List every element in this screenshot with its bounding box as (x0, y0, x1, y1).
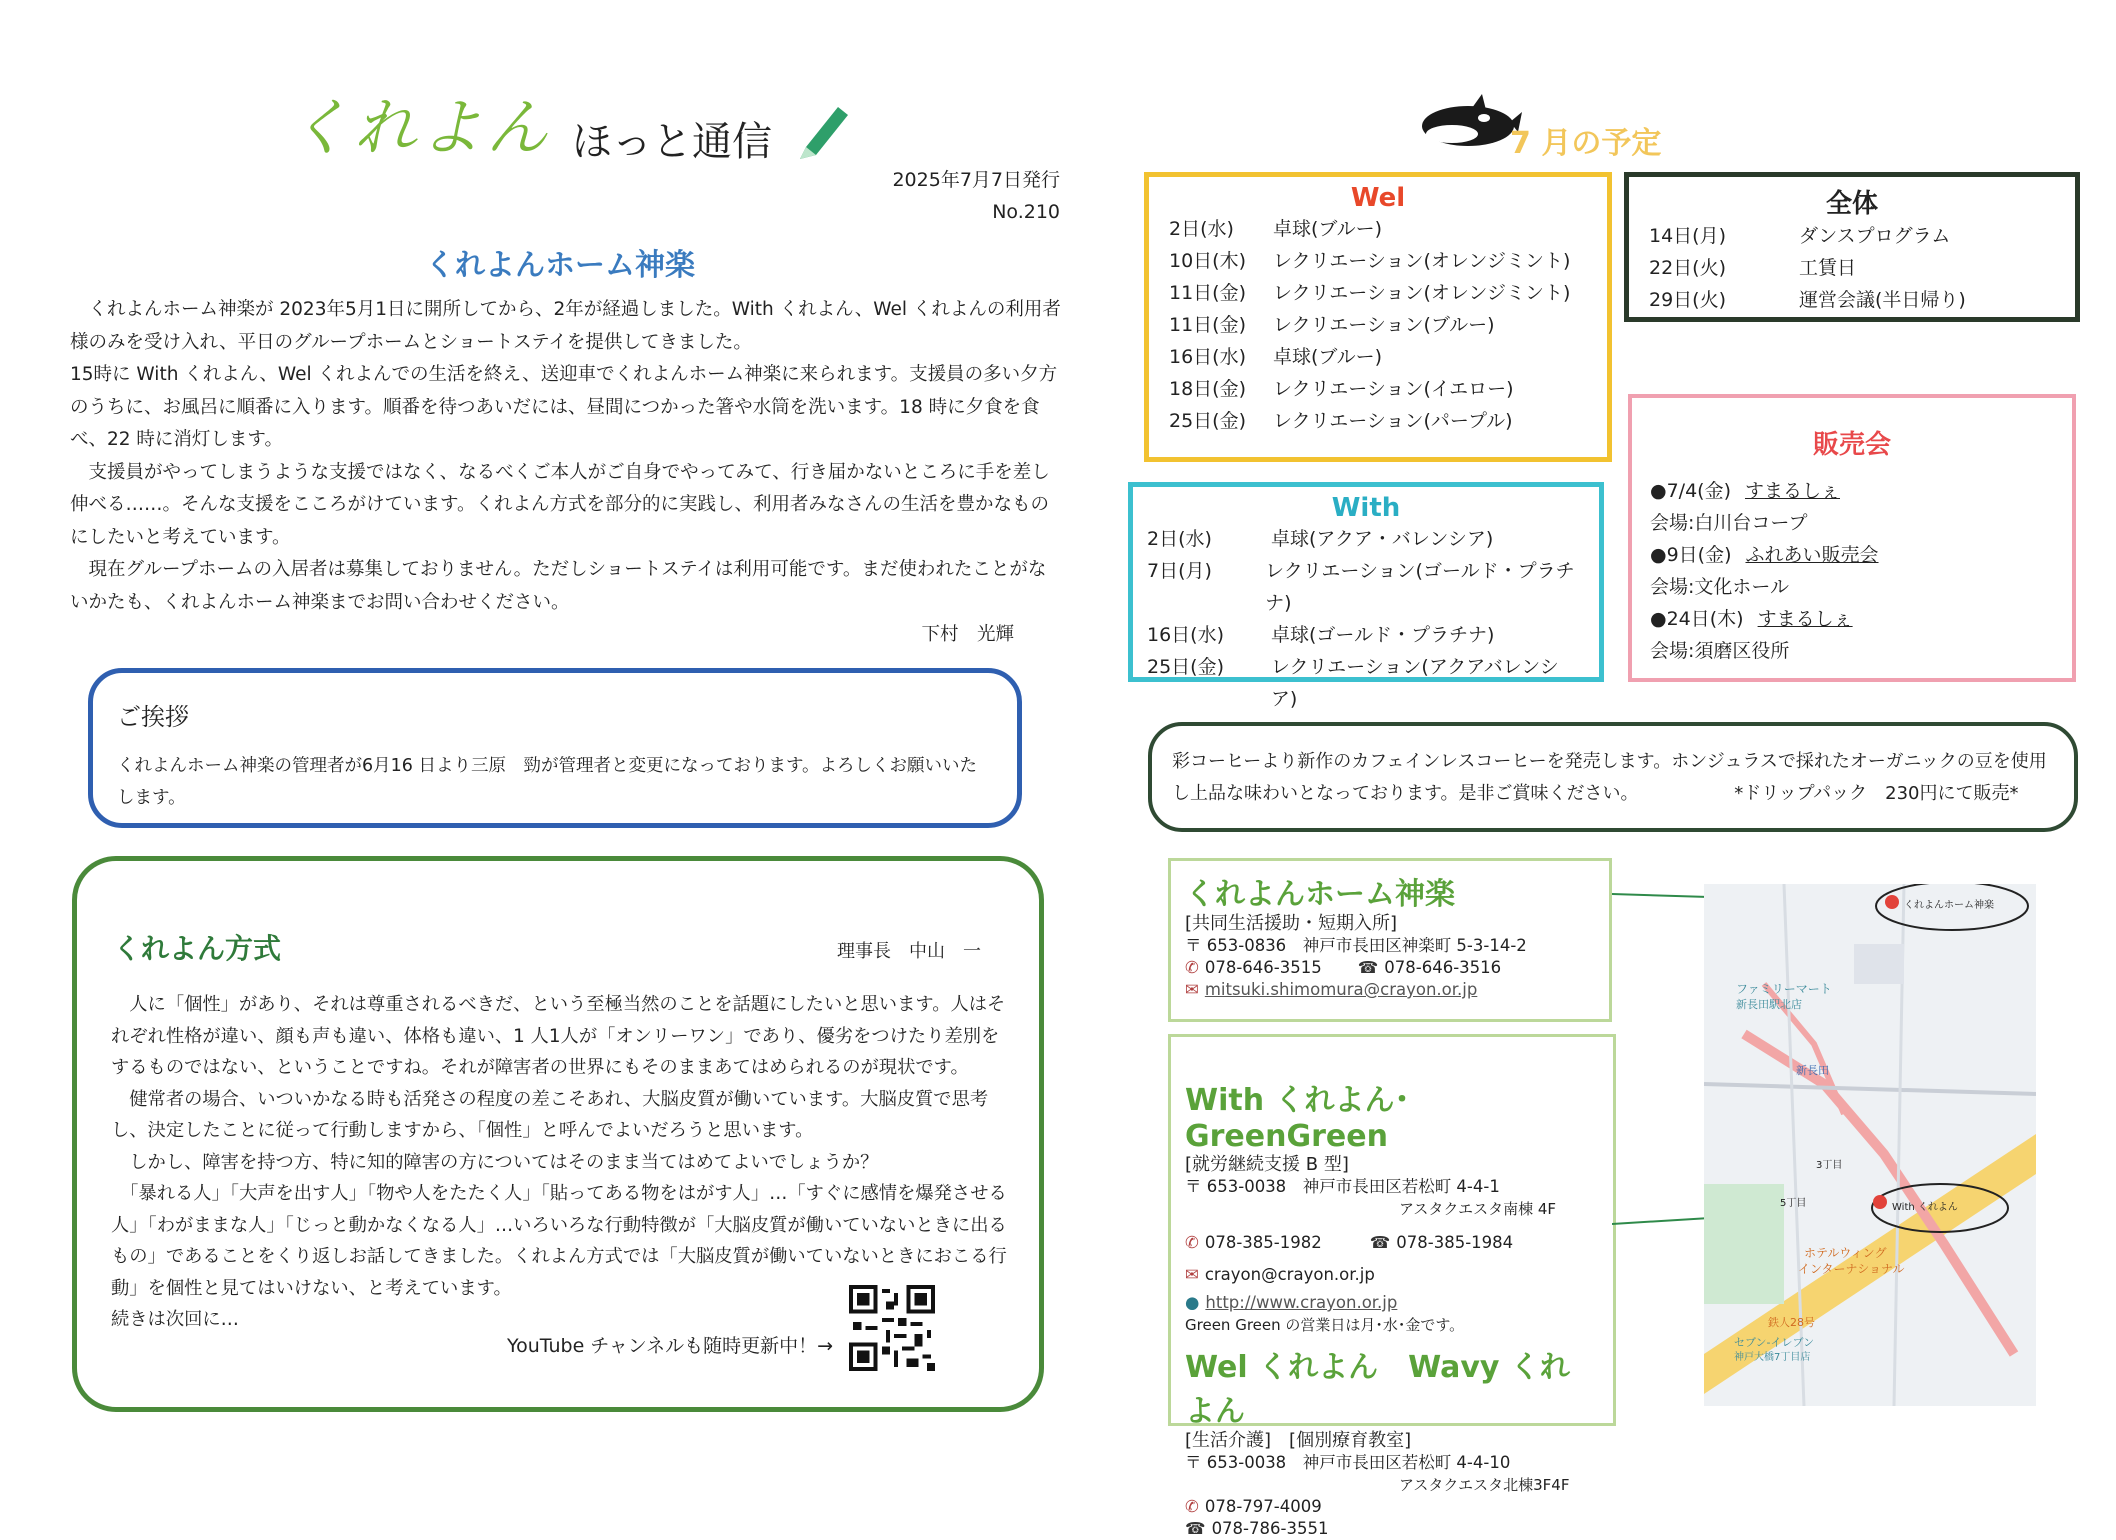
contact-home-type: [共同生活援助・短期入所] (1185, 913, 1398, 934)
fax: 078-786-3551 (1211, 1519, 1329, 1538)
tel[interactable]: 078-797-4009 (1204, 1497, 1322, 1516)
sale-box (1628, 394, 2076, 682)
schedule-row (1169, 341, 1587, 373)
address: 神戸市長田区若松町 4-4-1 (1302, 1177, 1500, 1196)
contact-wel-address (1185, 1452, 1599, 1474)
contact-with (1168, 1034, 1616, 1538)
phone-icon: ✆ (1185, 1233, 1199, 1252)
schedule-event: レクリエーション(イエロー) (1273, 378, 1514, 400)
address: 神戸市長田区若松町 4-4-10 (1302, 1453, 1511, 1472)
schedule-event: レクリエーション(ゴールド・プラチナ) (1265, 560, 1575, 614)
issue-number: No.210 (992, 201, 1060, 223)
schedule-date: 11日(金) (1169, 282, 1247, 304)
schedule-row (1147, 619, 1585, 651)
fax: 078-646-3516 (1384, 958, 1502, 977)
contact-with-address2: アスタクエスタ南棟 4F (1399, 1200, 1557, 1218)
fax-icon: ☎ (1369, 1233, 1391, 1252)
sale-line (1650, 475, 2054, 507)
schedule-event: レクリエーション(オレンジミント) (1273, 250, 1571, 272)
area-map[interactable] (1704, 884, 2036, 1406)
schedule-date: 16日(水) (1147, 624, 1225, 646)
sale-line (1650, 603, 2054, 635)
schedule-event: レクリエーション(オレンジミント) (1273, 282, 1571, 304)
sale-line (1650, 507, 2054, 539)
sale-event: ふれあい販売会 (1745, 544, 1879, 566)
sale-line (1650, 571, 2054, 603)
schedule-row (1147, 523, 1585, 555)
schedule-row (1147, 651, 1585, 715)
tel[interactable]: 078-385-1982 (1204, 1233, 1322, 1252)
sale-date: ●7/4(金) (1650, 480, 1731, 502)
map-label: 鉄人28号 (1768, 1316, 1815, 1329)
schedule-row (1169, 405, 1587, 437)
title-sub: ほっと通信 (572, 119, 773, 165)
schedule-row (1169, 373, 1587, 405)
contact-wel-address2: アスタクエスタ北棟3F4F (1399, 1476, 1570, 1494)
map-label: 新長田駅北店 (1736, 998, 1802, 1011)
email-link[interactable]: crayon@crayon.or.jp (1204, 1265, 1375, 1284)
map-label: ホテルウィング (1804, 1246, 1887, 1260)
schedule-date: 25日(金) (1169, 410, 1247, 432)
fax-icon: ☎ (1185, 1519, 1206, 1538)
fax: 078-385-1984 (1396, 1233, 1514, 1252)
schedule-row (1649, 220, 2055, 252)
contact-wel-fax (1185, 1518, 1599, 1540)
article2-author: 理事長 中山 一 (837, 941, 981, 962)
sale-title: 販売会 (1812, 430, 1891, 460)
email-link[interactable]: mitsuki.shimomura@crayon.or.jp (1204, 980, 1478, 999)
title-main: くれよん (288, 91, 553, 164)
map-pin-home[interactable]: くれよんホーム神楽 (1904, 900, 1994, 911)
newsletter-title (288, 78, 852, 167)
schedule-date: 25日(金) (1147, 656, 1225, 678)
greeting-box (88, 668, 1022, 828)
article2-paragraph: 健常者の場合、いついかなる時も活発さの程度の差こそあれ、大脳皮質が働いています。大脳皮質で思考し、決定したことに従って行動しますから、「個性」と呼んでよいだろうと思います。 (111, 1088, 989, 1141)
map-graphic (1704, 884, 2036, 1406)
issue-date: 2025年7月7日発行 (892, 169, 1060, 191)
schedule-date: 11日(金) (1169, 314, 1247, 336)
map-label: 3丁目 (1816, 1160, 1843, 1171)
article1-body (70, 294, 1064, 652)
mail-icon: ✉ (1185, 980, 1199, 999)
schedule-row (1169, 309, 1587, 341)
schedule-event: レクリエーション(パープル) (1273, 410, 1513, 432)
contact-with-name: With くれよん･GreenGreen (1185, 1083, 1410, 1154)
schedule-date: 7日(月) (1147, 560, 1212, 582)
contact-with-note: Green Green の営業日は月･水･金です。 (1185, 1316, 1465, 1334)
map-pin-with[interactable]: With くれよん (1892, 1202, 1958, 1213)
schedule-event: レクリエーション(アクアバレンシア) (1270, 656, 1559, 710)
contact-home (1168, 858, 1612, 1022)
article1-paragraph: 現在グループホームの入居者は募集しておりません。ただしショートステイは利用可能です。まだ使われたことがないかたも、くれよんホーム神楽までお問い合わせください。 (70, 559, 1047, 613)
contact-home-phone (1185, 957, 1595, 979)
schedule-event: 卓球(アクア・バレンシア) (1271, 528, 1494, 550)
contact-with-type: [就労継続支援 B 型] (1185, 1154, 1349, 1175)
article1-paragraph: くれよんホーム神楽が 2023年5月1日に開所してから、2年が経過しました。With くれよん、Wel くれよんの利用者様のみを受け入れ、平日のグループホームとショートステイを提供してきました。 (70, 299, 1061, 353)
schedule-date: 16日(水) (1169, 346, 1247, 368)
map-label: 新長田 (1796, 1064, 1829, 1077)
contact-with-phone (1185, 1232, 1599, 1254)
globe-icon: ● (1185, 1293, 1200, 1312)
schedule-date: 14日(月) (1649, 225, 1727, 247)
schedule-row (1169, 213, 1587, 245)
contact-wel-type: [生活介護] [個別療育教室] (1185, 1430, 1412, 1451)
article2-title: くれよん方式 (113, 932, 282, 965)
contact-home-address (1185, 935, 1595, 957)
mail-icon: ✉ (1185, 1265, 1199, 1284)
sale-line (1650, 539, 2054, 571)
article2-paragraph: しかし、障害を持つ方、特に知的障害の方についてはそのまま当てはめてよいでしょうか？ (111, 1151, 879, 1173)
website-link[interactable]: http://www.crayon.or.jp (1205, 1293, 1398, 1312)
youtube-link[interactable]: YouTube チャンネルも随時更新中！→ (507, 1335, 834, 1357)
contact-with-address (1185, 1176, 1599, 1198)
all-schedule-box (1624, 172, 2080, 322)
article2-paragraph: 「暴れる人」「大声を出す人」「物や人をたたく人」「貼ってある物をはがす人」…「すぐに感情を爆発させる人」「わがままな人」「じっと動かなくなる人」…いろいろな行動特徴が「大脳皮質が働いていないときに出るもの」であることをくり返しお話してきました。くれよん方式では「大脳皮質が働いていないときにおこる行動」を個性と見てはいけない、と考えています。 (111, 1183, 1007, 1299)
schedule-row (1147, 555, 1585, 619)
article2-paragraph: 続きは次回に… (111, 1309, 239, 1330)
postal-code: 〒 653-0038 (1185, 1177, 1287, 1196)
greeting-text: くれよんホーム神楽の管理者が6月16 日より三原 勁が管理者と変更になっております。よろしくお願いいたします。 (117, 756, 978, 808)
article1-author: 下村 光輝 (921, 624, 1014, 645)
sale-line (1650, 635, 2054, 667)
address: 神戸市長田区神楽町 5-3-14-2 (1302, 936, 1527, 955)
schedule-event: レクリエーション(ブルー) (1273, 314, 1495, 336)
coffee-box (1148, 722, 2078, 832)
map-label: ファミリーマート (1736, 982, 1832, 996)
map-label: セブン-イレブン (1734, 1336, 1815, 1349)
qr-code-icon[interactable] (849, 1285, 935, 1371)
phone-icon: ✆ (1185, 958, 1199, 977)
contact-with-email (1185, 1264, 1599, 1286)
map-label: 5丁目 (1780, 1198, 1807, 1209)
article1-title: くれよんホーム神楽 (425, 248, 695, 283)
schedule-date: 29日(火) (1649, 289, 1727, 311)
schedule-date: 22日(火) (1649, 257, 1727, 279)
fax-icon: ☎ (1357, 958, 1379, 977)
schedule-date: 10日(木) (1169, 250, 1247, 272)
article2-box (72, 856, 1044, 1412)
with-schedule-box (1128, 482, 1604, 710)
contact-wel-phone (1185, 1496, 1599, 1518)
map-label: 神戸大橋7丁目店 (1734, 1352, 1811, 1363)
schedule-row (1649, 284, 2055, 316)
article2-paragraph: 人に「個性」があり、それは尊重されるべきだ、という至極当然のことを話題にしたいと思います。人はそれぞれ性格が違い、顔も声も違い、体格も違い、1 人1人が「オンリーワン」であり、優劣をつけたり差別をするものではない、ということですね。それが障害者の世界にもそのままあてはめられるのが現状です。 (111, 994, 1006, 1078)
schedule-event: 卓球(ゴールド・プラチナ) (1271, 624, 1495, 646)
sale-event: すまるしぇ (1757, 608, 1853, 630)
contact-home-email (1185, 979, 1595, 1001)
sale-venue: 会場:文化ホール (1650, 576, 1790, 598)
orca-icon (1412, 92, 1522, 162)
with-title: With (1331, 493, 1401, 523)
schedule-row (1169, 277, 1587, 309)
map-label: インターナショナル (1798, 1262, 1905, 1276)
schedule-date: 2日(水) (1169, 218, 1234, 240)
greeting-title: ご挨拶 (117, 703, 189, 731)
article1-paragraph: 15時に With くれよん、Wel くれよんでの生活を終え、送迎車でくれよんホーム神楽に来られます。支援員の多い夕方のうちに、お風呂に順番に入ります。順番を待つあいだには、昼間につかった箸や水筒を洗います。18 時に夕食を食べ、22 時に消灯します。 (70, 364, 1058, 450)
issue-meta (760, 164, 1060, 228)
phone-icon: ✆ (1185, 1497, 1199, 1516)
schedule-date: 18日(金) (1169, 378, 1247, 400)
coffee-text: 彩コーヒーより新作のカフェインレスコーヒーを発売します。ホンジュラスで採れたオーガニックの豆を使用し上品な味わいとなっております。是非ご賞味ください。 (1172, 751, 2047, 804)
schedule-row (1649, 252, 2055, 284)
sale-venue: 会場:白川台コープ (1650, 512, 1808, 534)
tel[interactable]: 078-646-3515 (1204, 958, 1322, 977)
sale-date: ●9日(金) (1650, 544, 1732, 566)
sale-event: すまるしぇ (1744, 480, 1840, 502)
schedule-date: 2日(水) (1147, 528, 1212, 550)
wel-title: Wel (1350, 183, 1406, 213)
schedule-event: 工賃日 (1799, 257, 1857, 279)
schedule-event: 運営会議(半日帰り) (1799, 289, 1966, 311)
postal-code: 〒 653-0836 (1185, 936, 1287, 955)
postal-code: 〒 653-0038 (1185, 1453, 1287, 1472)
contact-with-url (1185, 1292, 1599, 1314)
schedule-heading: 7 月の予定 (1510, 126, 1662, 161)
schedule-event: 卓球(ブルー) (1273, 346, 1383, 368)
wel-schedule-box (1144, 172, 1612, 462)
schedule-event: ダンスプログラム (1799, 225, 1951, 247)
schedule-row (1169, 245, 1587, 277)
contact-wel-name: Wel くれよん Wavy くれよん (1185, 1350, 1570, 1429)
article2-body (111, 989, 1011, 1336)
crayon-icon (792, 97, 852, 167)
schedule-event: 卓球(ブルー) (1273, 218, 1383, 240)
all-title: 全体 (1825, 189, 1878, 219)
contact-home-name: くれよんホーム神楽 (1185, 877, 1455, 912)
coffee-price: *ドリップパック 230円にて販売* (1734, 783, 2019, 804)
sale-venue: 会場:須磨区役所 (1650, 640, 1790, 662)
article1-paragraph: 支援員がやってしまうような支援ではなく、なるべくご本人がご自身でやってみて、行き届かないところに手を差し伸べる……。そんな支援をこころがけています。くれよん方式を部分的に実践し、利用者みなさんの生活を豊かなものにしたいと考えています。 (70, 461, 1050, 548)
sale-date: ●24日(木) (1650, 608, 1744, 630)
